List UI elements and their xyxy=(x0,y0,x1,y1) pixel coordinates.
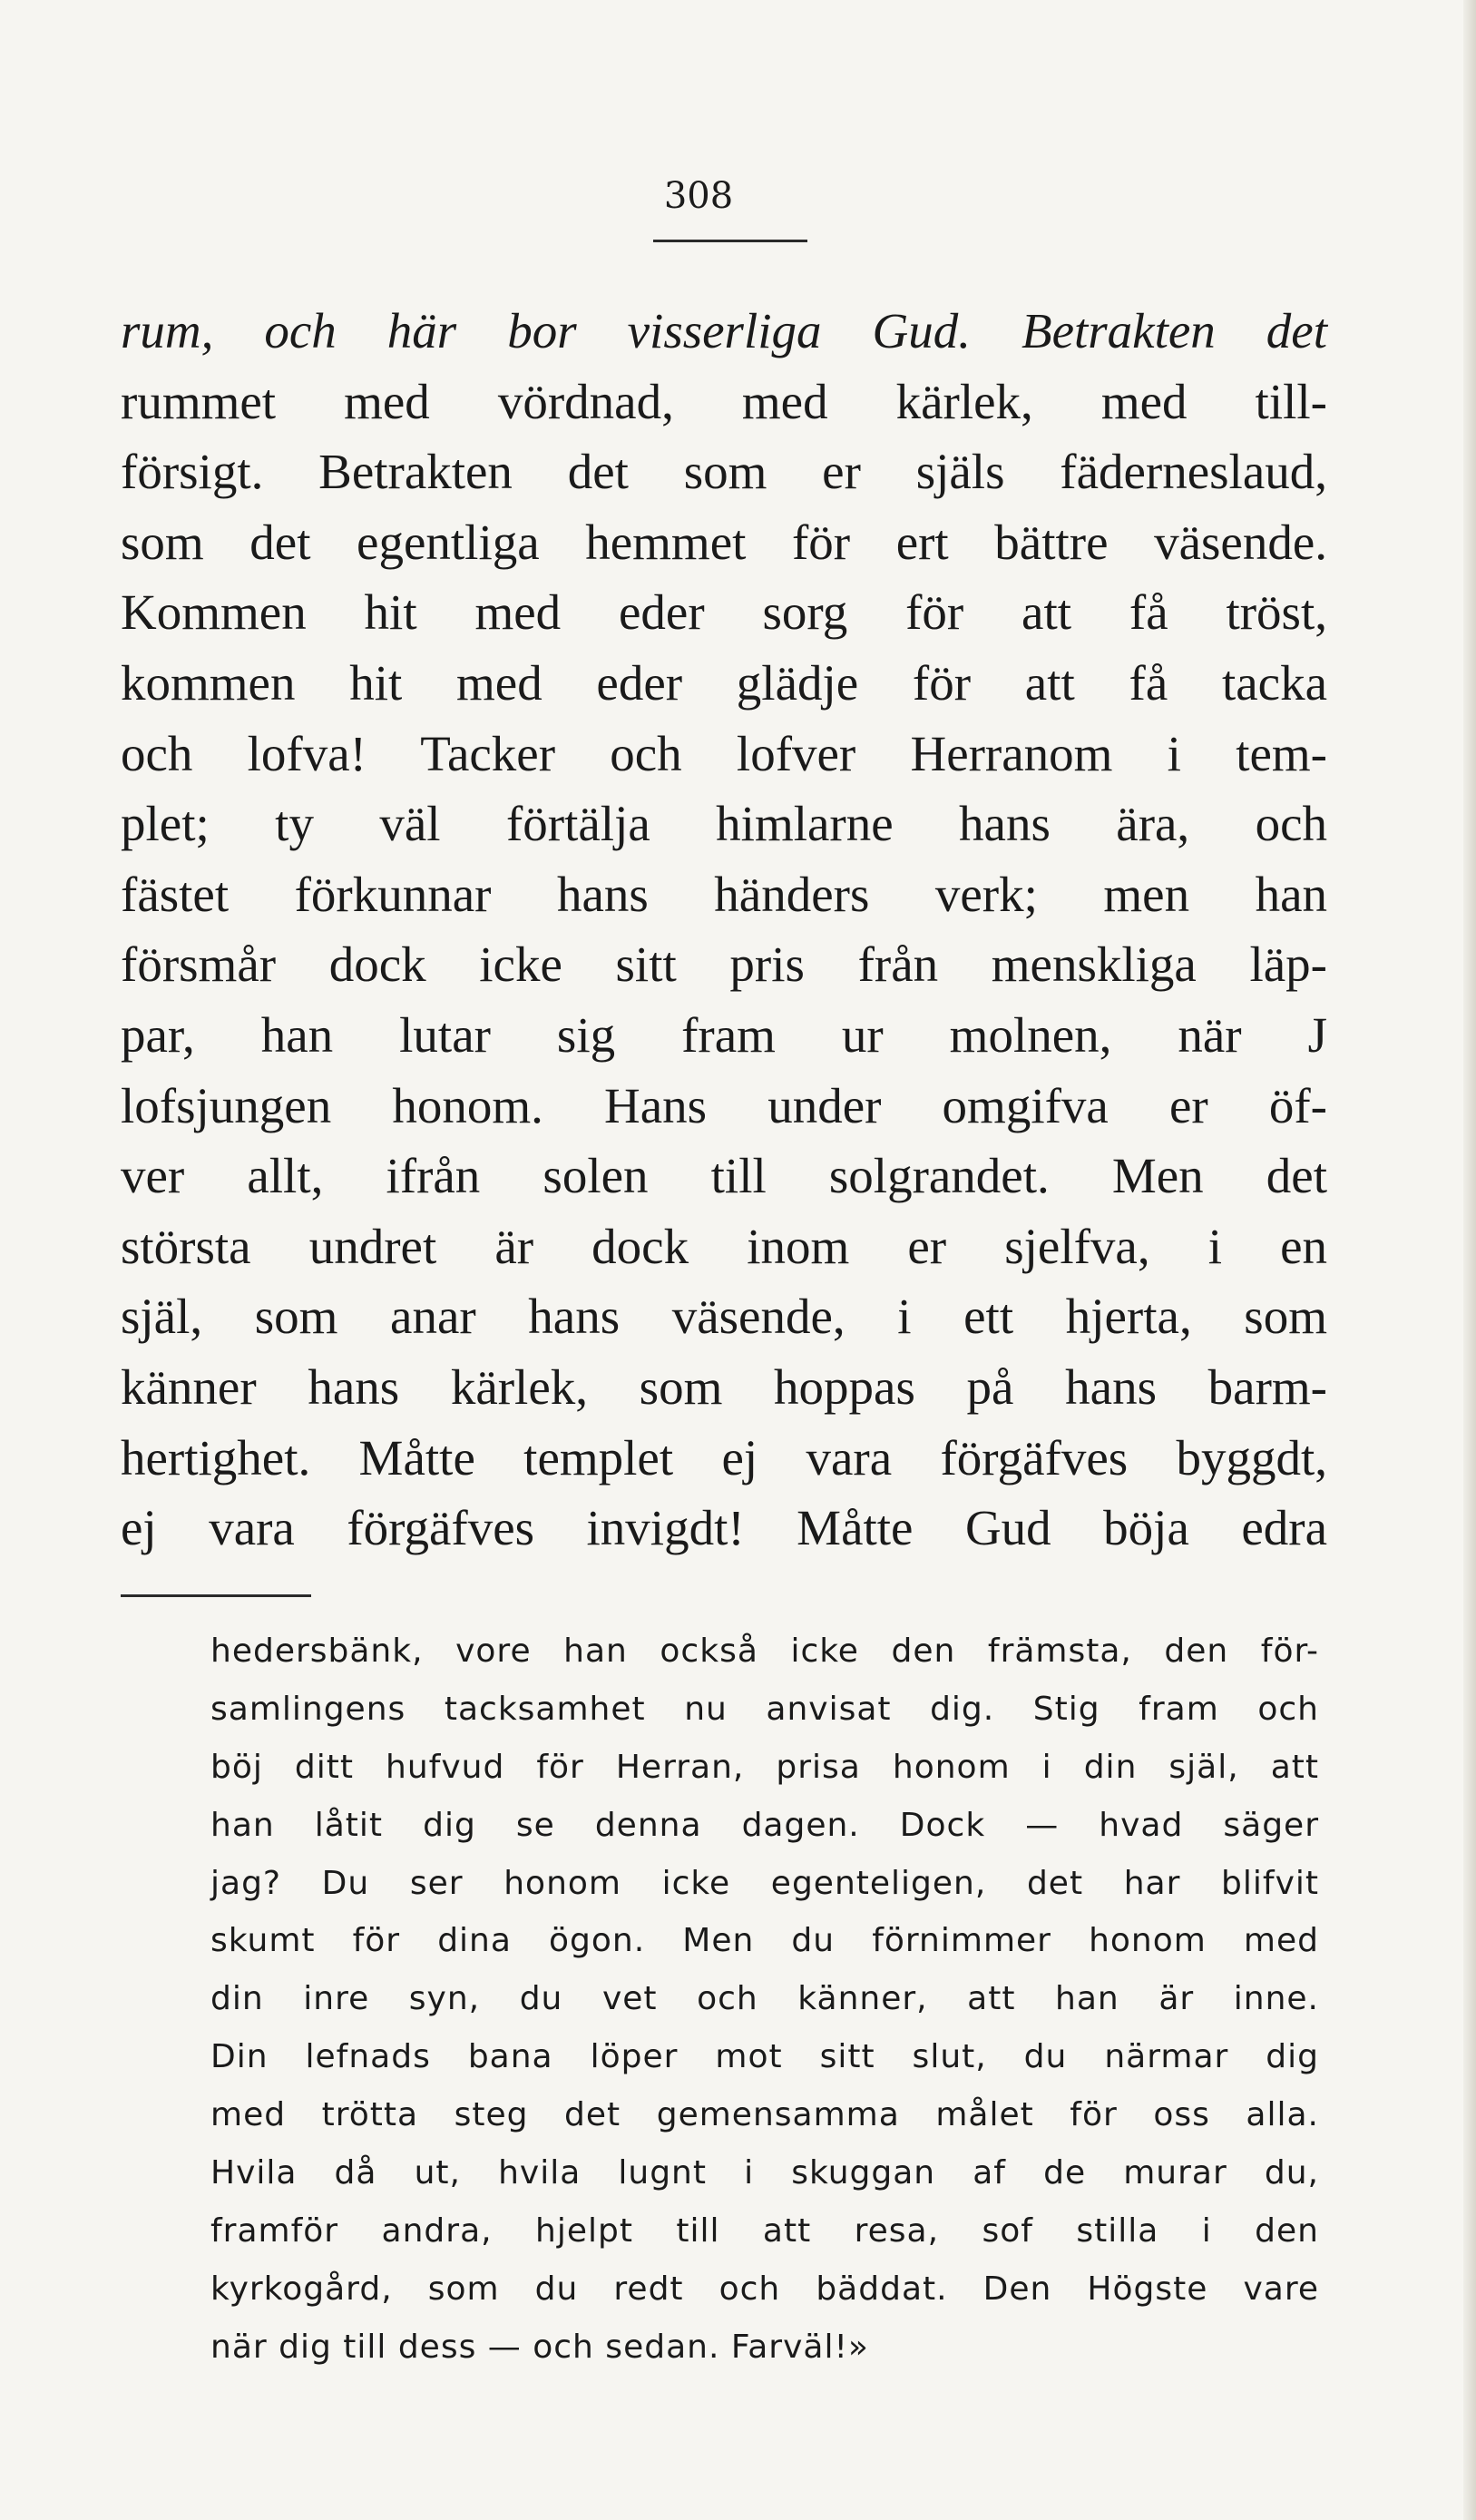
footnote-line: han låtit dig se denna dagen. Dock — hvad säger xyxy=(210,1806,1319,1844)
text-line: plet; ty väl förtälja himlarne hans ära, och xyxy=(121,796,1327,852)
text-line: ej vara förgäfves invigdt! Måtte Gud böja edra xyxy=(121,1500,1327,1556)
footnote-line: när dig till dess — och sedan. Farväl!» xyxy=(210,2328,869,2366)
footnote-line: Hvila då ut, hvila lugnt i skuggan af de murar du, xyxy=(210,2154,1319,2192)
main-text xyxy=(121,296,1327,1564)
text-line: hertighet. Måtte templet ej vara förgäfves byggdt, xyxy=(121,1429,1327,1486)
footnote-line: kyrkogård, som du redt och bäddat. Den Högste vare xyxy=(210,2270,1319,2308)
footnote-line: Din lefnads bana löper mot sitt slut, du närmar dig xyxy=(210,2038,1319,2076)
text-line: själ, som anar hans väsende, i ett hjerta, som xyxy=(121,1289,1327,1345)
page-number: 308 xyxy=(663,175,734,217)
text-line: största undret är dock inom er sjelfva, i en xyxy=(121,1218,1327,1274)
page-number-rule xyxy=(653,240,807,242)
footnote-line: jag? Du ser honom icke egenteligen, det har blifvit xyxy=(210,1864,1319,1902)
text-line: fästet förkunnar hans händers verk; men han xyxy=(121,866,1327,922)
text-line: kommen hit med eder glädje för att få tacka xyxy=(121,654,1327,711)
footnote-line: framför andra, hjelpt till att resa, sof stilla i den xyxy=(210,2211,1319,2250)
page-edge-shadow xyxy=(1463,0,1476,2520)
footnote-line: med trötta steg det gemensamma målet för oss alla. xyxy=(210,2096,1319,2134)
footnote-line: din inre syn, du vet och känner, att han är inne. xyxy=(210,1980,1319,2018)
text-line: Kommen hit med eder sorg för att få tröst, xyxy=(121,584,1327,641)
footnote-rule xyxy=(121,1594,311,1597)
text-line: känner hans kärlek, som hoppas på hans barm- xyxy=(121,1358,1327,1415)
footnote xyxy=(210,1623,1319,2377)
text-line: ver allt, ifrån solen till solgrandet. Men det xyxy=(121,1148,1327,1204)
text-line: par, han lutar sig fram ur molnen, när J xyxy=(121,1006,1327,1063)
text-line: rum, och här bor visserliga Gud. Betrakten det xyxy=(121,303,1327,358)
footnote-line: skumt för dina ögon. Men du förnimmer honom med xyxy=(210,1922,1319,1960)
text-line: lofsjungen honom. Hans under omgifva er öf- xyxy=(121,1077,1327,1133)
text-line: försigt. Betrakten det som er själs fäderneslaud, xyxy=(121,444,1327,500)
footnote-line: samlingens tacksamhet nu anvisat dig. Stig fram och xyxy=(210,1690,1319,1728)
text-line: försmår dock icke sitt pris från menskliga läp- xyxy=(121,936,1327,993)
footnote-line: böj ditt hufvud för Herran, prisa honom i din själ, att xyxy=(210,1748,1319,1786)
text-line: som det egentliga hemmet för ert bättre väsende. xyxy=(121,514,1327,570)
text-line: rummet med vördnad, med kärlek, med till- xyxy=(121,373,1327,429)
footnote-line: hedersbänk, vore han också icke den främsta, den för- xyxy=(210,1633,1319,1670)
text-line: och lofva! Tacker och lofver Herranom i tem- xyxy=(121,725,1327,781)
